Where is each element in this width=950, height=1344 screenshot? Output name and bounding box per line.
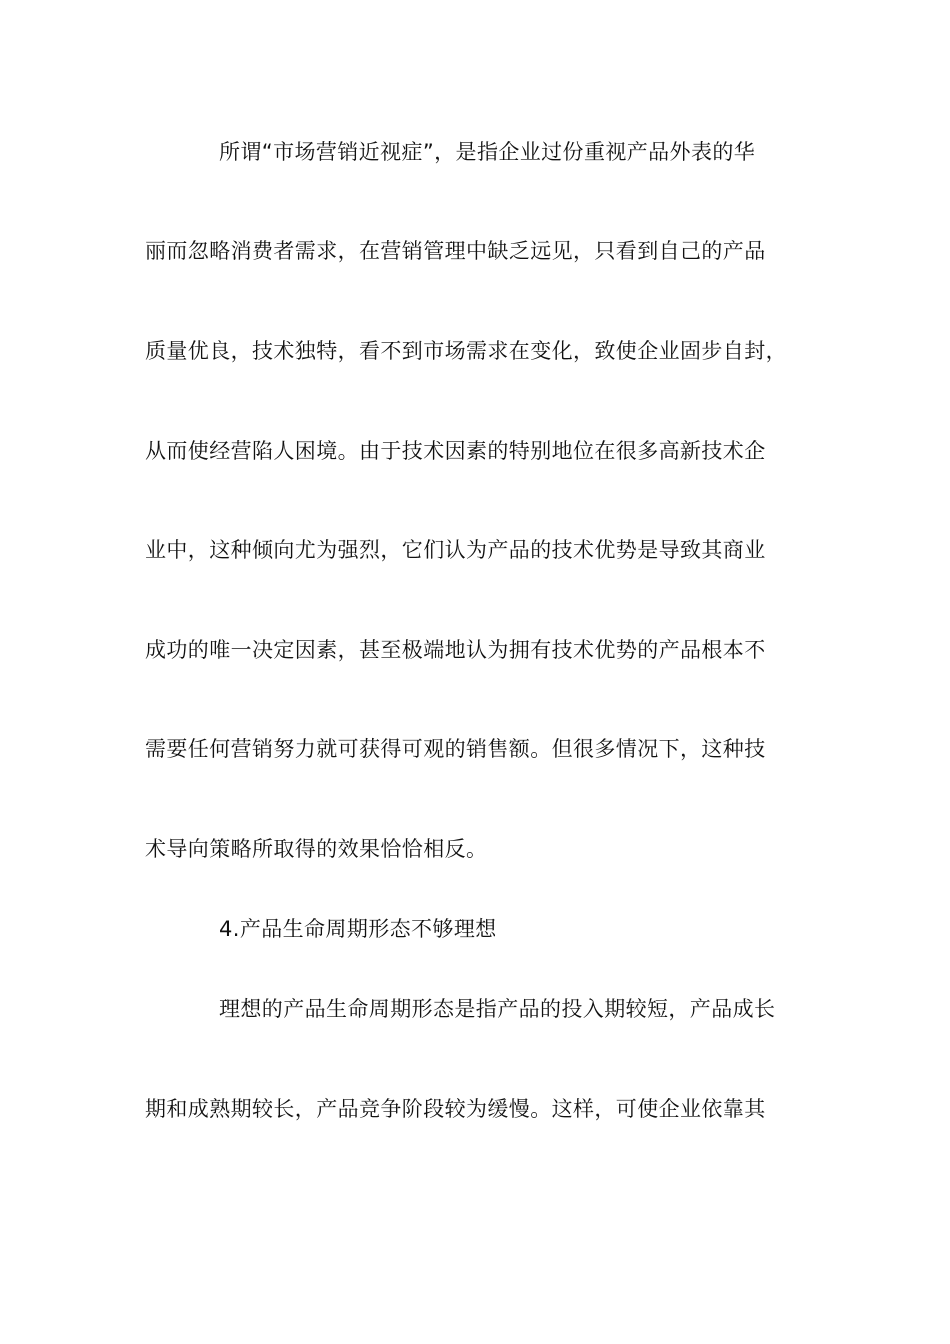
paragraph-1-line-4: 从而使经营陷人困境。由于技术因素的特别地位在很多高新技术企 — [145, 439, 766, 463]
paragraph-1-line-1: 所谓“市场营销近视症”，是指企业过份重视产品外表的华 — [219, 140, 756, 164]
paragraph-1-line-6: 成功的唯一决定因素，甚至极端地认为拥有技术优势的产品根本不 — [145, 638, 766, 662]
section-heading: 4.产品生命周期形态不够理想 — [219, 917, 497, 941]
paragraph-2-line-2: 期和成熟期较长，产品竞争阶段较为缓慢。这样，可使企业依靠其 — [145, 1097, 766, 1121]
paragraph-1-line-2: 丽而忽略消费者需求，在营销管理中缺乏远见，只看到自己的产品 — [145, 239, 766, 263]
paragraph-1-line-7: 需要任何营销努力就可获得可观的销售额。但很多情况下，这种技 — [145, 737, 766, 761]
paragraph-1-line-8: 术导向策略所取得的效果恰恰相反。 — [145, 837, 488, 861]
paragraph-1-line-3: 质量优良，技术独特，看不到市场需求在变化，致使企业固步自封， — [145, 339, 787, 363]
paragraph-1-line-5: 业中，这种倾向尤为强烈，它们认为产品的技术优势是导致其商业 — [145, 538, 766, 562]
paragraph-2-line-1: 理想的产品生命周期形态是指产品的投入期较短，产品成长 — [219, 997, 776, 1021]
